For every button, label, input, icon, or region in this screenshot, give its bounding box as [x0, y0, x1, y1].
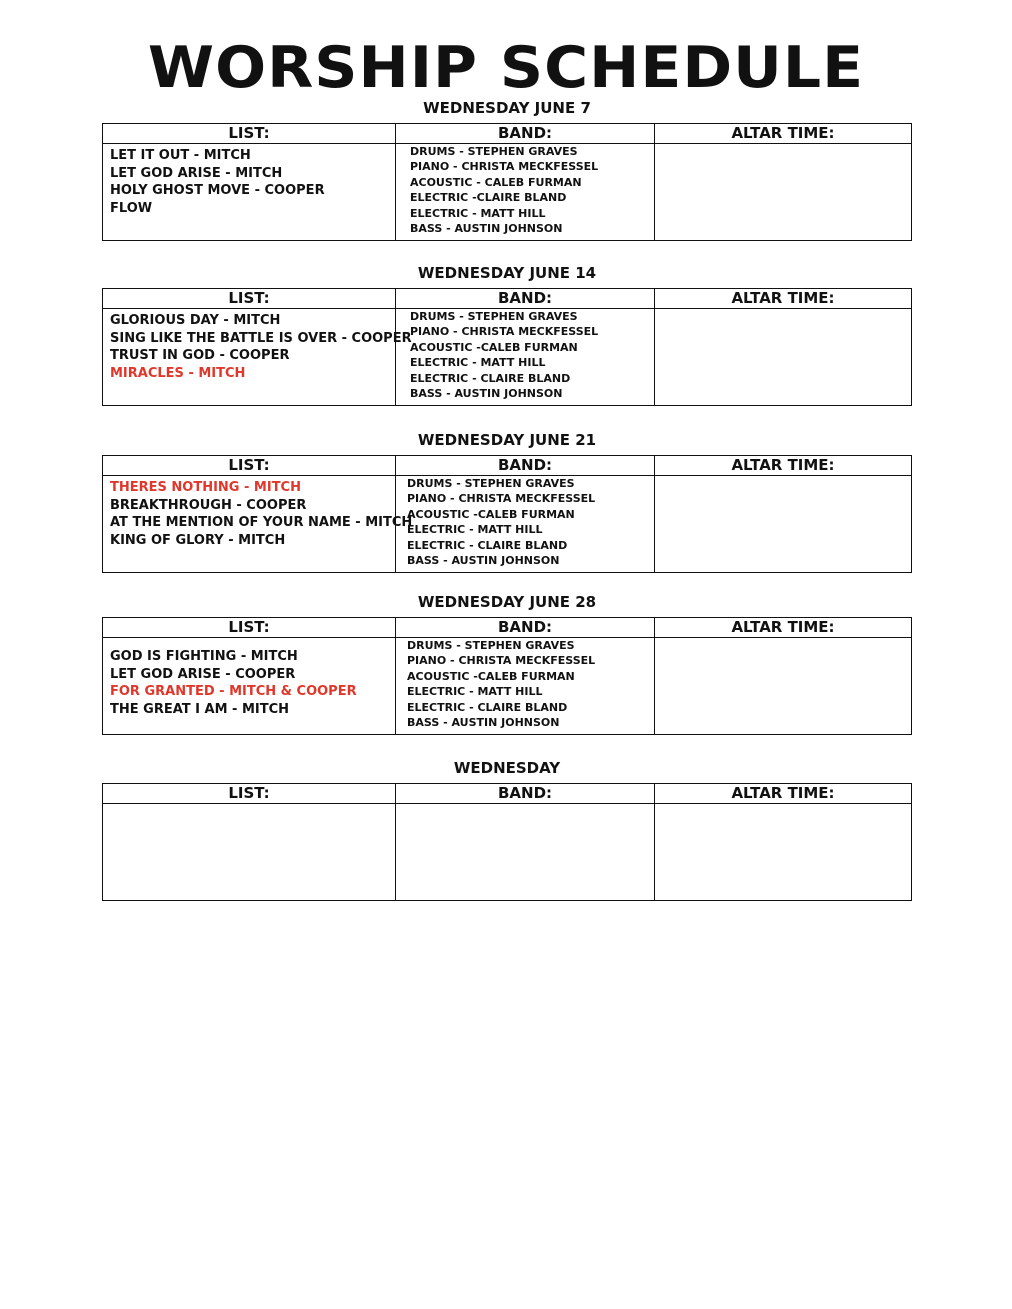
song-item: BREAKTHROUGH - COOPER [110, 497, 307, 513]
band-member: PIANO - CHRISTA MECKFESSEL [407, 654, 596, 668]
altar-time-header: ALTAR TIME: [655, 784, 912, 804]
band-member: ACOUSTIC -CALEB FURMAN [407, 507, 575, 521]
band-list [396, 638, 654, 730]
band-member: PIANO - CHRISTA MECKFESSEL [410, 325, 599, 339]
band-cell [396, 309, 655, 406]
song-list-cell [103, 309, 412, 406]
altar-time-cell [655, 144, 912, 241]
band-member: ACOUSTIC -CALEB FURMAN [407, 669, 575, 683]
song-item: THERES NOTHING - MITCH [110, 480, 301, 495]
table-row [103, 309, 912, 406]
song-list [103, 804, 395, 807]
band-header: BAND: [396, 124, 655, 144]
band-cell [396, 804, 655, 901]
week-table [102, 783, 912, 901]
list-header: LIST: [103, 456, 396, 476]
altar-time-header: ALTAR TIME: [655, 124, 912, 144]
song-list [103, 144, 395, 217]
band-cell [396, 144, 655, 241]
song-item: KING OF GLORY - MITCH [110, 532, 286, 548]
week-table [102, 617, 912, 735]
band-member: ELECTRIC -CLAIRE BLAND [410, 191, 567, 205]
table-header-row [103, 456, 912, 476]
band-member: BASS - AUSTIN JOHNSON [410, 387, 563, 401]
table-header-row [103, 618, 912, 638]
song-list [103, 638, 395, 718]
week-block [102, 264, 912, 406]
altar-time-cell [655, 476, 912, 573]
song-item: GOD IS FIGHTING - MITCH [110, 649, 298, 664]
week-date: WEDNESDAY [453, 759, 561, 777]
altar-time-cell [655, 638, 912, 735]
band-member: BASS - AUSTIN JOHNSON [407, 554, 560, 568]
band-list [396, 476, 654, 568]
band-header: BAND: [396, 456, 655, 476]
song-list [103, 309, 412, 382]
week-table [102, 288, 912, 406]
altar-time-cell [655, 804, 912, 901]
song-item: HOLY GHOST MOVE - COOPER [110, 183, 325, 199]
band-member: DRUMS - STEPHEN GRAVES [407, 639, 575, 652]
altar-time-header: ALTAR TIME: [655, 618, 912, 638]
song-list [103, 476, 413, 549]
altar-time-header: ALTAR TIME: [655, 289, 912, 309]
table-header-row [103, 124, 912, 144]
song-item: TRUST IN GOD - COOPER [110, 348, 290, 364]
band-member: ELECTRIC - CLAIRE BLAND [410, 371, 571, 385]
song-list-cell [103, 476, 413, 573]
week-date: WEDNESDAY JUNE 7 [423, 99, 591, 117]
song-item: GLORIOUS DAY - MITCH [110, 313, 281, 328]
band-header: BAND: [396, 618, 655, 638]
table-header-row [103, 784, 912, 804]
week-block [102, 99, 912, 241]
band-member: BASS - AUSTIN JOHNSON [410, 222, 563, 236]
table-row [103, 638, 912, 735]
band-member: PIANO - CHRISTA MECKFESSEL [407, 492, 596, 506]
week-table [102, 123, 912, 241]
band-member: ELECTRIC - CLAIRE BLAND [407, 538, 568, 552]
altar-time-cell [655, 309, 912, 406]
band-member: ELECTRIC - MATT HILL [407, 523, 543, 537]
band-member: ACOUSTIC - CALEB FURMAN [410, 175, 582, 189]
song-list-cell [103, 804, 396, 901]
band-member: DRUMS - STEPHEN GRAVES [410, 145, 578, 158]
song-list-cell [103, 144, 396, 241]
list-header: LIST: [103, 289, 396, 309]
song-item: FOR GRANTED - MITCH & COOPER [110, 684, 357, 700]
week-table [102, 455, 912, 573]
band-member: BASS - AUSTIN JOHNSON [407, 716, 560, 730]
band-member: PIANO - CHRISTA MECKFESSEL [410, 160, 599, 174]
band-member: ELECTRIC - MATT HILL [410, 206, 546, 220]
band-member: ELECTRIC - MATT HILL [407, 685, 543, 699]
band-member: ACOUSTIC -CALEB FURMAN [410, 340, 578, 354]
band-member: ELECTRIC - CLAIRE BLAND [407, 700, 568, 714]
table-row [103, 476, 912, 573]
week-block [102, 593, 912, 735]
week-block [102, 759, 912, 901]
band-cell [396, 638, 655, 735]
week-block [102, 431, 912, 573]
song-item: SING LIKE THE BATTLE IS OVER - COOPER [110, 330, 412, 346]
table-row [103, 804, 912, 901]
band-list [396, 309, 654, 401]
page-title: WORSHIP SCHEDULE [147, 34, 865, 102]
band-cell [396, 476, 655, 573]
song-item: LET IT OUT - MITCH [110, 148, 251, 163]
song-item: MIRACLES - MITCH [110, 365, 246, 381]
table-row [103, 144, 912, 241]
song-item: FLOW [110, 200, 153, 216]
week-date: WEDNESDAY JUNE 14 [417, 264, 597, 282]
band-header: BAND: [396, 289, 655, 309]
table-header-row [103, 289, 912, 309]
band-list [396, 144, 654, 236]
altar-time-header: ALTAR TIME: [655, 456, 912, 476]
list-header: LIST: [103, 124, 396, 144]
song-item: THE GREAT I AM - MITCH [110, 701, 290, 717]
band-member: DRUMS - STEPHEN GRAVES [410, 310, 578, 323]
week-date: WEDNESDAY JUNE 21 [417, 431, 597, 449]
week-date: WEDNESDAY JUNE 28 [417, 593, 597, 611]
list-header: LIST: [103, 618, 396, 638]
band-member: DRUMS - STEPHEN GRAVES [407, 477, 575, 490]
song-item: AT THE MENTION OF YOUR NAME - MITCH [110, 515, 413, 531]
song-item: LET GOD ARISE - COOPER [110, 666, 296, 682]
band-header: BAND: [396, 784, 655, 804]
song-list-cell [103, 638, 396, 735]
band-member: ELECTRIC - MATT HILL [410, 356, 546, 370]
list-header: LIST: [103, 784, 396, 804]
song-item: LET GOD ARISE - MITCH [110, 165, 283, 181]
